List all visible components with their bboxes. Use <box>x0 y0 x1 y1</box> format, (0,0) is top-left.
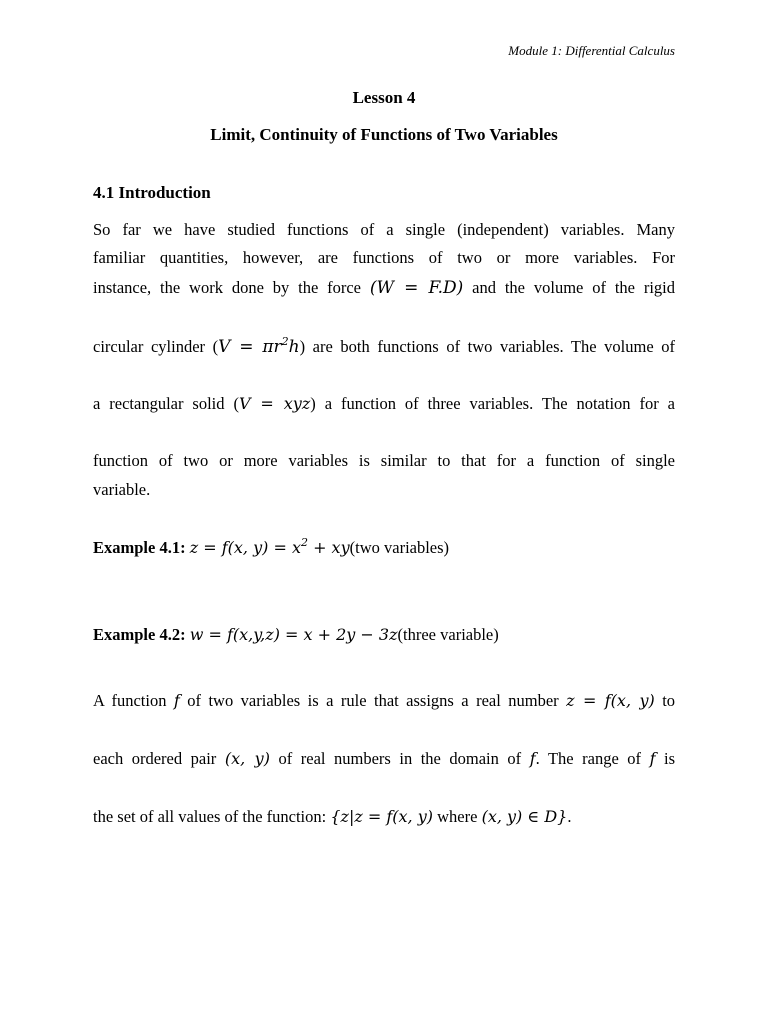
text-span: . The range of <box>535 749 642 768</box>
intro-line-1: So far we have studied functions of a single (independent) variables. Many <box>93 220 675 239</box>
text-span: a rectangular solid ( <box>93 394 239 413</box>
section-heading: 4.1 Introduction <box>93 183 211 202</box>
lesson-title: Limit, Continuity of Functions of Two Variables <box>210 125 558 144</box>
formula-part: h <box>288 337 300 357</box>
text-span: instance, the work done by the force <box>93 278 362 297</box>
symbol-f: f <box>529 749 536 768</box>
text-span: the set of all values of the function: <box>93 807 327 826</box>
example-label: Example 4.2: <box>93 625 186 644</box>
intro-line-4 <box>93 337 675 357</box>
text-span: each ordered pair <box>93 749 217 768</box>
text-span: of real numbers in the domain of <box>278 749 522 768</box>
example-note: (three variable) <box>397 625 499 644</box>
text-span: circular cylinder ( <box>93 337 219 356</box>
text-span: ) are both functions of two variables. The volume of <box>299 337 675 356</box>
text-span: ) a function of three variables. The notation for a <box>310 394 676 413</box>
formula-solid: V = xyz <box>238 394 311 413</box>
formula-example-2: w = f(x,y,z) = x + 2y − 3z <box>189 625 398 644</box>
formula-part: + xy <box>313 538 350 557</box>
running-header: Module 1: Differential Calculus <box>508 43 675 58</box>
intro-line-5 <box>93 394 675 414</box>
example-label: Example 4.1: <box>93 538 186 557</box>
intro-line-7: variable. <box>93 480 151 499</box>
text-span: A function <box>93 691 167 710</box>
text-span: . <box>567 807 572 826</box>
formula-pair: (x, y) <box>224 749 270 768</box>
lesson-number: Lesson 4 <box>352 88 416 107</box>
text-span: where <box>437 807 478 826</box>
exponent: 2 <box>281 335 289 348</box>
formula-example-1 <box>190 538 350 557</box>
example-4-2 <box>93 625 675 645</box>
formula-part: z = f(x, y) = x <box>189 538 301 557</box>
symbol-f: f <box>173 691 180 710</box>
symbol-f: f <box>649 749 656 768</box>
formula-range-set: {z|z = f(x, y) <box>330 807 434 826</box>
definition-line-3 <box>93 807 675 827</box>
text-span: is <box>664 749 676 768</box>
intro-line-6: function of two or more variables is similar to that for a function of single <box>93 451 675 470</box>
intro-line-2: familiar quantities, however, are functions of two or more variables. For <box>93 248 675 267</box>
intro-line-3 <box>93 278 675 298</box>
text-span: to <box>662 691 676 710</box>
formula-domain: (x, y) ∈ D} <box>481 807 568 826</box>
definition-line-2 <box>93 749 675 769</box>
formula-work: (W = F.D) <box>369 278 464 298</box>
formula-cylinder <box>218 337 300 357</box>
text-span: and the volume of the rigid <box>472 278 675 297</box>
formula-z: z = f(x, y) <box>566 691 655 710</box>
exponent: 2 <box>300 536 308 549</box>
example-note: (two variables) <box>349 538 450 557</box>
formula-part: V = πr <box>218 337 282 357</box>
definition-line-1 <box>93 691 675 711</box>
example-4-1 <box>93 538 675 558</box>
text-span: of two variables is a rule that assigns a real number <box>187 691 559 710</box>
